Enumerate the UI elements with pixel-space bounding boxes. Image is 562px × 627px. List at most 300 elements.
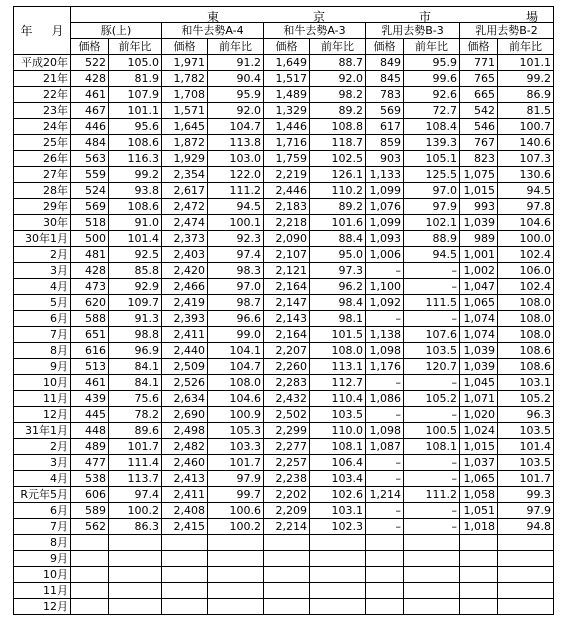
row-date: 30年1月 xyxy=(14,231,71,247)
price-cell: 2,408 xyxy=(162,503,208,519)
table-row xyxy=(14,55,554,71)
yoy-cell: 101.7 xyxy=(109,439,162,455)
price-cell: 1,489 xyxy=(264,87,310,103)
price-cell: 559 xyxy=(71,167,109,183)
price-cell: 2,277 xyxy=(264,439,310,455)
yoy-cell: 100.7 xyxy=(498,119,554,135)
yoy-cell: 72.7 xyxy=(404,103,460,119)
price-cell xyxy=(460,567,498,583)
yoy-header: 前年比 xyxy=(404,39,460,55)
table-row xyxy=(14,551,554,567)
yoy-cell: 96.3 xyxy=(498,407,554,423)
table-row xyxy=(14,247,554,263)
yoy-cell: 98.7 xyxy=(208,295,264,311)
yoy-cell: 92.0 xyxy=(310,71,366,87)
row-date: 27年 xyxy=(14,167,71,183)
yoy-cell xyxy=(109,535,162,551)
price-cell: 2,460 xyxy=(162,455,208,471)
yoy-cell: 85.8 xyxy=(109,263,162,279)
price-cell: 783 xyxy=(366,87,404,103)
price-cell: 2,090 xyxy=(264,231,310,247)
year-month-header xyxy=(14,7,71,55)
price-cell: 2,482 xyxy=(162,439,208,455)
price-cell xyxy=(162,551,208,567)
price-cell: 518 xyxy=(71,215,109,231)
price-cell: 651 xyxy=(71,327,109,343)
table-row xyxy=(14,503,554,519)
price-cell xyxy=(71,583,109,599)
price-cell xyxy=(460,599,498,615)
price-cell: 2,164 xyxy=(264,327,310,343)
row-date: 21年 xyxy=(14,71,71,87)
market-title xyxy=(71,7,554,23)
row-date: 9月 xyxy=(14,359,71,375)
yoy-header: 前年比 xyxy=(208,39,264,55)
price-cell xyxy=(366,551,404,567)
price-cell: – xyxy=(366,471,404,487)
yoy-cell: 130.6 xyxy=(498,167,554,183)
yoy-cell: 98.2 xyxy=(310,87,366,103)
yoy-cell xyxy=(404,583,460,599)
table-row xyxy=(14,487,554,503)
price-cell: 1,015 xyxy=(460,439,498,455)
price-cell: 2,472 xyxy=(162,199,208,215)
yoy-cell: 101.7 xyxy=(208,455,264,471)
yoy-cell: 120.7 xyxy=(404,359,460,375)
price-cell: 2,411 xyxy=(162,487,208,503)
price-cell xyxy=(162,583,208,599)
price-cell: 1,039 xyxy=(460,215,498,231)
price-cell: 1,071 xyxy=(460,391,498,407)
row-date: 25年 xyxy=(14,135,71,151)
table-row xyxy=(14,167,554,183)
yoy-cell: 84.1 xyxy=(109,375,162,391)
yoy-cell: 108.6 xyxy=(498,343,554,359)
yoy-cell xyxy=(208,535,264,551)
yoy-cell: 100.1 xyxy=(208,215,264,231)
yoy-cell: 105.1 xyxy=(404,151,460,167)
table-row xyxy=(14,119,554,135)
yoy-cell: 91.0 xyxy=(109,215,162,231)
yoy-cell: 81.9 xyxy=(109,71,162,87)
yoy-cell: 110.4 xyxy=(310,391,366,407)
yoy-cell xyxy=(208,599,264,615)
yoy-cell: 104.6 xyxy=(498,215,554,231)
yoy-cell: 111.2 xyxy=(208,183,264,199)
row-date: 11月 xyxy=(14,583,71,599)
price-cell: 428 xyxy=(71,71,109,87)
price-cell: 522 xyxy=(71,55,109,71)
yoy-cell: 116.3 xyxy=(109,151,162,167)
yoy-cell xyxy=(498,551,554,567)
price-cell xyxy=(71,535,109,551)
price-cell: 569 xyxy=(71,199,109,215)
yoy-cell: 111.5 xyxy=(404,295,460,311)
table-row xyxy=(14,343,554,359)
price-header: 価格 xyxy=(71,39,109,55)
price-cell: 1,929 xyxy=(162,151,208,167)
price-cell: 2,509 xyxy=(162,359,208,375)
price-cell: 1,872 xyxy=(162,135,208,151)
price-cell: 2,526 xyxy=(162,375,208,391)
table-row xyxy=(14,391,554,407)
price-cell: 1,517 xyxy=(264,71,310,87)
yoy-cell: 103.5 xyxy=(404,343,460,359)
yoy-cell xyxy=(109,551,162,567)
price-cell: – xyxy=(366,503,404,519)
row-date: 3月 xyxy=(14,455,71,471)
yoy-cell xyxy=(404,551,460,567)
price-cell: 1,006 xyxy=(366,247,404,263)
table-body xyxy=(14,7,554,615)
price-cell xyxy=(460,535,498,551)
yoy-cell: 106.0 xyxy=(498,263,554,279)
yoy-cell: 111.2 xyxy=(404,487,460,503)
price-cell: 1,051 xyxy=(460,503,498,519)
yoy-cell: 92.9 xyxy=(109,279,162,295)
row-date: 3月 xyxy=(14,263,71,279)
price-cell xyxy=(366,599,404,615)
price-cell: 771 xyxy=(460,55,498,71)
price-cell: 2,219 xyxy=(264,167,310,183)
price-cell: 2,164 xyxy=(264,279,310,295)
yoy-cell xyxy=(109,599,162,615)
price-cell: 1,708 xyxy=(162,87,208,103)
row-date: 26年 xyxy=(14,151,71,167)
row-date: 2月 xyxy=(14,247,71,263)
yoy-cell: 100.2 xyxy=(208,519,264,535)
price-cell: 2,446 xyxy=(264,183,310,199)
yoy-cell: 97.0 xyxy=(208,279,264,295)
yoy-cell xyxy=(498,567,554,583)
yoy-cell: 126.1 xyxy=(310,167,366,183)
yoy-cell: 98.4 xyxy=(310,295,366,311)
table-row xyxy=(14,199,554,215)
yoy-cell: 103.0 xyxy=(208,151,264,167)
price-cell: 2,207 xyxy=(264,343,310,359)
table-row xyxy=(14,471,554,487)
yoy-cell: 101.5 xyxy=(310,327,366,343)
price-cell: 1,018 xyxy=(460,519,498,535)
price-cell: 461 xyxy=(71,375,109,391)
price-cell: 2,411 xyxy=(162,327,208,343)
price-cell xyxy=(460,551,498,567)
row-date: 12月 xyxy=(14,599,71,615)
price-cell: 1,971 xyxy=(162,55,208,71)
price-cell: 1,100 xyxy=(366,279,404,295)
yoy-cell: 102.3 xyxy=(310,519,366,535)
table-row xyxy=(14,519,554,535)
price-cell: 546 xyxy=(460,119,498,135)
price-cell: 439 xyxy=(71,391,109,407)
price-cell: 903 xyxy=(366,151,404,167)
row-date: 10月 xyxy=(14,375,71,391)
price-cell: 489 xyxy=(71,439,109,455)
table-row xyxy=(14,583,554,599)
price-cell xyxy=(264,583,310,599)
price-cell: 1,075 xyxy=(460,167,498,183)
row-date: 11月 xyxy=(14,391,71,407)
yoy-cell: 122.0 xyxy=(208,167,264,183)
yoy-cell: 103.5 xyxy=(498,423,554,439)
yoy-cell: 95.0 xyxy=(310,247,366,263)
price-cell: 446 xyxy=(71,119,109,135)
yoy-cell: 102.4 xyxy=(498,247,554,263)
yoy-cell: 101.1 xyxy=(109,103,162,119)
table-row xyxy=(14,263,554,279)
price-cell: 569 xyxy=(366,103,404,119)
yoy-cell: 78.2 xyxy=(109,407,162,423)
price-cell: 1,015 xyxy=(460,183,498,199)
price-cell: 2,403 xyxy=(162,247,208,263)
table-row xyxy=(14,103,554,119)
yoy-cell: 92.5 xyxy=(109,247,162,263)
price-cell: 477 xyxy=(71,455,109,471)
price-cell: 542 xyxy=(460,103,498,119)
price-cell xyxy=(264,599,310,615)
price-cell: – xyxy=(366,263,404,279)
price-cell: 1,099 xyxy=(366,183,404,199)
category-dairy-b3: 乳用去勢B-3 xyxy=(366,23,460,39)
price-cell xyxy=(71,567,109,583)
row-date: 23年 xyxy=(14,103,71,119)
price-cell: 1,037 xyxy=(460,455,498,471)
price-cell: 1,329 xyxy=(264,103,310,119)
yoy-cell: 92.3 xyxy=(208,231,264,247)
yoy-cell: 99.6 xyxy=(404,71,460,87)
yoy-cell: 108.8 xyxy=(310,119,366,135)
yoy-cell xyxy=(498,583,554,599)
table-row xyxy=(14,455,554,471)
price-cell: 2,283 xyxy=(264,375,310,391)
price-cell xyxy=(162,599,208,615)
row-date: 29年 xyxy=(14,199,71,215)
yoy-cell: 95.9 xyxy=(208,87,264,103)
yoy-cell xyxy=(498,535,554,551)
yoy-cell: 111.4 xyxy=(109,455,162,471)
yoy-cell: 100.5 xyxy=(404,423,460,439)
yoy-cell: 113.1 xyxy=(310,359,366,375)
yoy-cell: 110.0 xyxy=(310,423,366,439)
yoy-cell: 94.5 xyxy=(208,199,264,215)
yoy-cell: 106.4 xyxy=(310,455,366,471)
table-row xyxy=(14,327,554,343)
yoy-cell: 99.3 xyxy=(498,487,554,503)
table-row xyxy=(14,407,554,423)
yoy-cell: 100.9 xyxy=(208,407,264,423)
yoy-cell: – xyxy=(404,263,460,279)
price-cell: 1,099 xyxy=(366,215,404,231)
yoy-cell xyxy=(310,567,366,583)
yoy-cell: 103.1 xyxy=(310,503,366,519)
yoy-cell xyxy=(310,583,366,599)
price-cell: 620 xyxy=(71,295,109,311)
row-date: 30年 xyxy=(14,215,71,231)
yoy-cell: 103.5 xyxy=(310,407,366,423)
yoy-cell: 101.6 xyxy=(310,215,366,231)
market-char-1: 東 xyxy=(207,10,220,23)
yoy-cell: 96.9 xyxy=(109,343,162,359)
yoy-cell: 108.6 xyxy=(109,135,162,151)
price-cell: 1,087 xyxy=(366,439,404,455)
yoy-cell: 104.7 xyxy=(208,359,264,375)
row-date: 31年1月 xyxy=(14,423,71,439)
yoy-cell: 98.1 xyxy=(310,311,366,327)
price-cell: 2,214 xyxy=(264,519,310,535)
price-cell: 562 xyxy=(71,519,109,535)
row-date: 8月 xyxy=(14,535,71,551)
price-cell: 445 xyxy=(71,407,109,423)
market-char-2: 京 xyxy=(313,10,326,23)
price-cell: 1,020 xyxy=(460,407,498,423)
price-cell: 1,133 xyxy=(366,167,404,183)
price-header: 価格 xyxy=(366,39,404,55)
yoy-cell: 110.2 xyxy=(310,183,366,199)
yoy-cell: 97.3 xyxy=(310,263,366,279)
yoy-cell: 105.2 xyxy=(404,391,460,407)
price-cell xyxy=(71,551,109,567)
yoy-cell: 108.4 xyxy=(404,119,460,135)
yoy-cell: – xyxy=(404,519,460,535)
price-cell: 2,498 xyxy=(162,423,208,439)
price-cell: 500 xyxy=(71,231,109,247)
price-cell: – xyxy=(366,407,404,423)
price-cell: 1,759 xyxy=(264,151,310,167)
table-row xyxy=(14,135,554,151)
price-cell: 859 xyxy=(366,135,404,151)
yoy-cell: 89.2 xyxy=(310,199,366,215)
price-cell: 1,074 xyxy=(460,327,498,343)
yoy-cell: 113.8 xyxy=(208,135,264,151)
price-cell: 2,238 xyxy=(264,471,310,487)
category-dairy-b2: 乳用去勢B-2 xyxy=(460,23,554,39)
yoy-cell: 93.8 xyxy=(109,183,162,199)
price-cell: 448 xyxy=(71,423,109,439)
price-cell: 2,209 xyxy=(264,503,310,519)
yoy-cell: 95.9 xyxy=(404,55,460,71)
table-row xyxy=(14,535,554,551)
yoy-cell: 100.6 xyxy=(208,503,264,519)
yoy-cell xyxy=(498,599,554,615)
yoy-cell: 97.0 xyxy=(404,183,460,199)
price-cell: 767 xyxy=(460,135,498,151)
yoy-cell: 97.9 xyxy=(498,503,554,519)
price-cell: 1,065 xyxy=(460,471,498,487)
price-cell: 2,415 xyxy=(162,519,208,535)
yoy-cell xyxy=(208,567,264,583)
yoy-cell xyxy=(310,535,366,551)
price-cell xyxy=(162,567,208,583)
table-row xyxy=(14,599,554,615)
yoy-cell: 102.4 xyxy=(498,279,554,295)
yoy-cell: 100.0 xyxy=(498,231,554,247)
yoy-cell: – xyxy=(404,279,460,295)
table-row xyxy=(14,359,554,375)
price-cell: 1,138 xyxy=(366,327,404,343)
price-table xyxy=(13,6,554,615)
price-header: 価格 xyxy=(162,39,208,55)
price-cell: 538 xyxy=(71,471,109,487)
row-date: 7月 xyxy=(14,327,71,343)
price-cell: 2,373 xyxy=(162,231,208,247)
yoy-cell: 125.5 xyxy=(404,167,460,183)
yoy-cell xyxy=(310,551,366,567)
price-cell: 484 xyxy=(71,135,109,151)
yoy-cell: 98.8 xyxy=(109,327,162,343)
yoy-cell: 88.7 xyxy=(310,55,366,71)
yoy-cell: 101.4 xyxy=(498,439,554,455)
yoy-cell: 91.2 xyxy=(208,55,264,71)
yoy-cell: 108.0 xyxy=(498,295,554,311)
table-row xyxy=(14,183,554,199)
yoy-cell: 94.8 xyxy=(498,519,554,535)
yoy-cell: 88.4 xyxy=(310,231,366,247)
price-cell: 1,001 xyxy=(460,247,498,263)
yoy-cell: 99.7 xyxy=(208,487,264,503)
yoy-cell: 91.3 xyxy=(109,311,162,327)
yoy-cell: 98.3 xyxy=(208,263,264,279)
price-cell: 1,045 xyxy=(460,375,498,391)
price-cell: 1,098 xyxy=(366,423,404,439)
yoy-cell: 92.0 xyxy=(208,103,264,119)
price-cell: 993 xyxy=(460,199,498,215)
row-date: R元年5月 xyxy=(14,487,71,503)
row-date: 4月 xyxy=(14,279,71,295)
price-cell: 428 xyxy=(71,263,109,279)
yoy-cell xyxy=(404,567,460,583)
yoy-cell: 99.2 xyxy=(498,71,554,87)
yoy-cell xyxy=(109,583,162,599)
price-cell: 2,143 xyxy=(264,311,310,327)
price-cell: 2,121 xyxy=(264,263,310,279)
price-cell: 1,645 xyxy=(162,119,208,135)
price-cell: 588 xyxy=(71,311,109,327)
price-cell: 2,257 xyxy=(264,455,310,471)
yoy-cell: 97.9 xyxy=(404,199,460,215)
price-cell: 2,147 xyxy=(264,295,310,311)
price-cell: 481 xyxy=(71,247,109,263)
price-cell: 2,419 xyxy=(162,295,208,311)
price-cell: 1,176 xyxy=(366,359,404,375)
month-header: 月 xyxy=(51,23,64,38)
price-cell: 665 xyxy=(460,87,498,103)
price-cell xyxy=(264,535,310,551)
price-cell xyxy=(366,583,404,599)
table-row xyxy=(14,311,554,327)
category-header-row xyxy=(14,23,554,39)
price-cell xyxy=(366,535,404,551)
yoy-cell: 99.0 xyxy=(208,327,264,343)
yoy-cell: 107.9 xyxy=(109,87,162,103)
yoy-cell: 103.4 xyxy=(310,471,366,487)
yoy-header: 前年比 xyxy=(498,39,554,55)
yoy-cell: 104.6 xyxy=(208,391,264,407)
price-cell: 2,202 xyxy=(264,487,310,503)
row-date: 5月 xyxy=(14,295,71,311)
yoy-cell: 102.5 xyxy=(310,151,366,167)
price-cell: 606 xyxy=(71,487,109,503)
price-cell: 2,634 xyxy=(162,391,208,407)
category-wagyu-a4: 和牛去勢A-4 xyxy=(162,23,264,39)
row-date: 12月 xyxy=(14,407,71,423)
price-cell: 563 xyxy=(71,151,109,167)
yoy-cell: 108.1 xyxy=(404,439,460,455)
price-cell: 2,617 xyxy=(162,183,208,199)
row-date: 平成20年 xyxy=(14,55,71,71)
price-cell: 616 xyxy=(71,343,109,359)
yoy-cell: 112.7 xyxy=(310,375,366,391)
yoy-cell: 109.7 xyxy=(109,295,162,311)
